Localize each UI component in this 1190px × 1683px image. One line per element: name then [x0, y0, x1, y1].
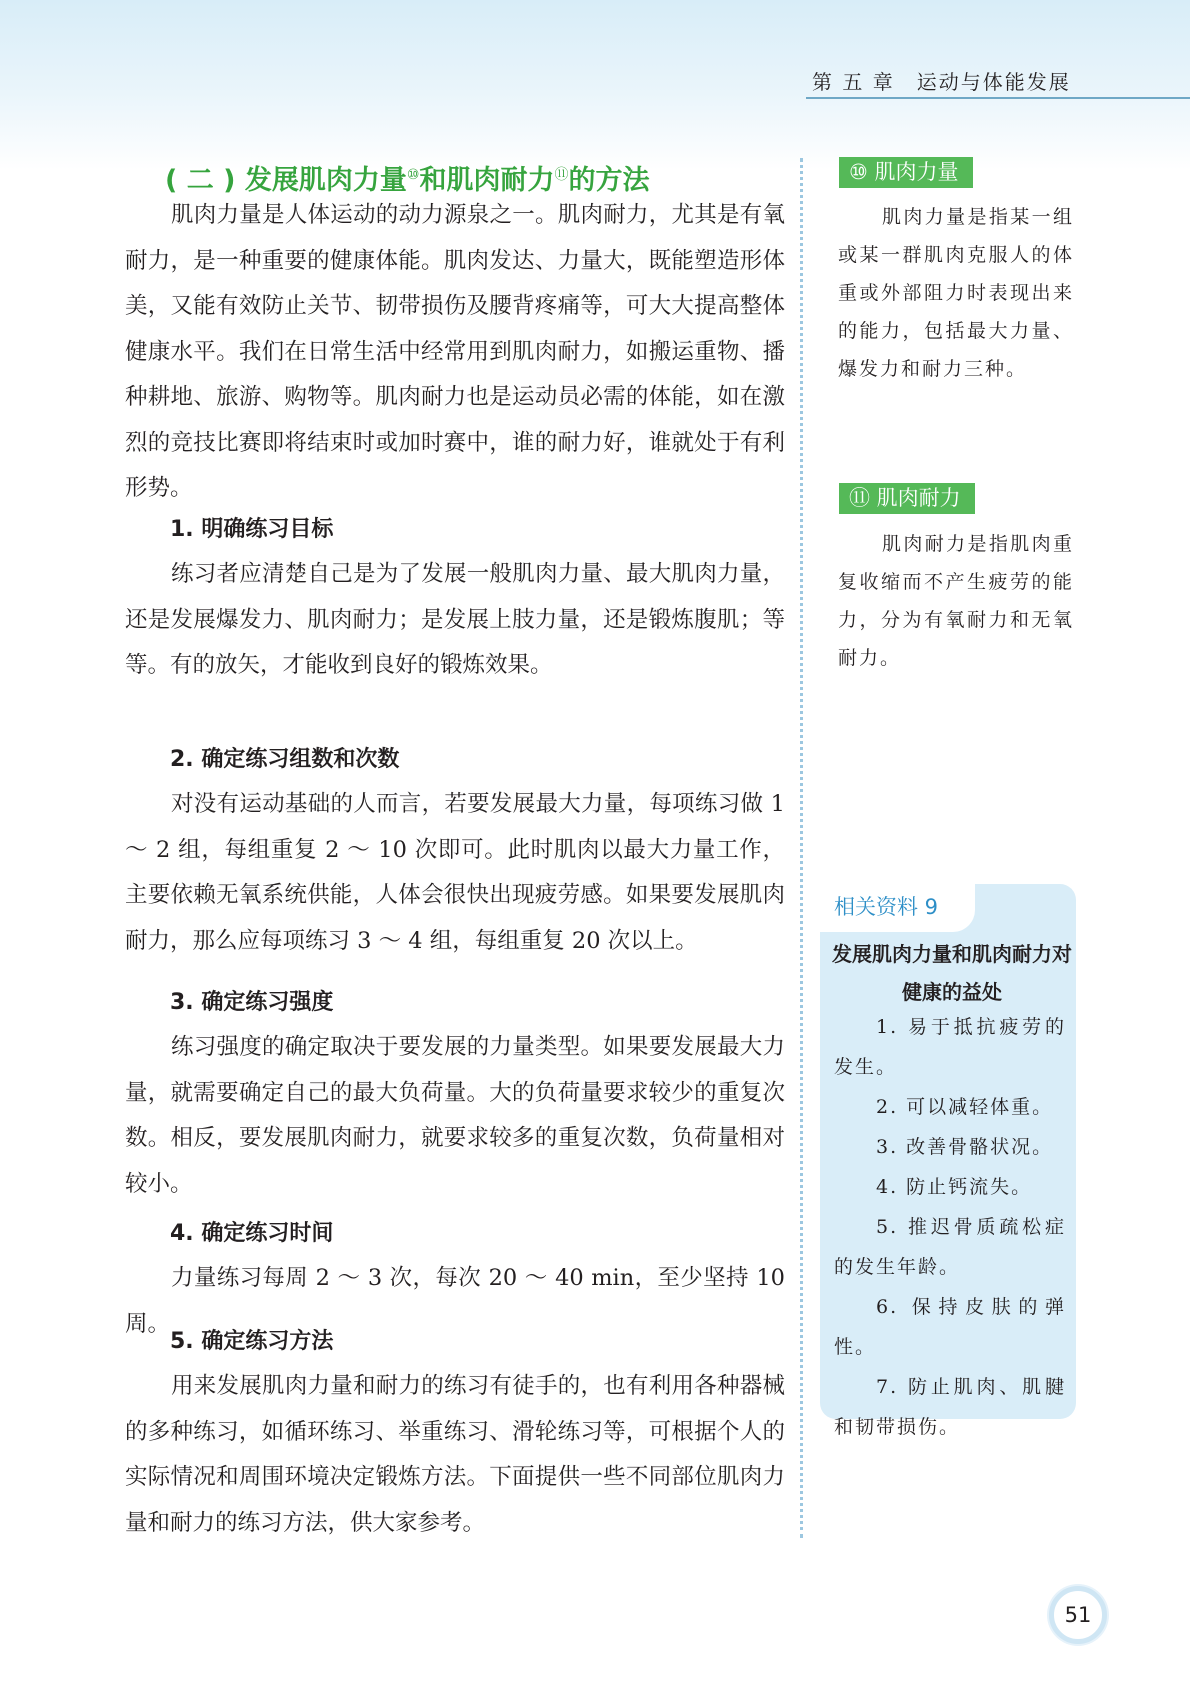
section-title-part-3: 的方法: [568, 165, 650, 196]
subsection-title: 5. 确定练习方法: [170, 1329, 334, 1354]
list-item: 2. 可以减轻体重。: [876, 1096, 1054, 1118]
subsection-title: 4. 确定练习时间: [170, 1221, 334, 1246]
note-label-muscle-strength: ⑩ 肌肉力量: [839, 157, 973, 188]
column-divider: [800, 158, 803, 1538]
footnote-ref-11[interactable]: ⑪: [554, 167, 569, 183]
note-label-muscle-endurance: ⑪ 肌肉耐力: [839, 483, 975, 514]
page-number: 51: [1049, 1586, 1107, 1644]
list-item: 3. 改善骨骼状况。: [876, 1136, 1054, 1158]
note-text-muscle-strength: 肌肉力量是指某一组或某一群肌肉克服人的体重或外部阻力时表现出来的能力，包括最大力量、爆发力和耐力三种。: [838, 206, 1074, 380]
related-material-title: 发展肌肉力量和肌肉耐力对健康的益处: [832, 942, 1072, 1004]
chapter-title: 第 五 章 运动与体能发展: [812, 70, 1071, 94]
section-title-part-2: 和肌肉耐力: [419, 165, 555, 196]
subsection-title: 3. 确定练习强度: [170, 990, 334, 1015]
intro-paragraph: 肌肉力量是人体运动的动力源泉之一。肌肉耐力，尤其是有氧耐力，是一种重要的健康体能。肌肉发达、力量大，既能塑造形体美，又能有效防止关节、韧带损伤及腰背疼痛等，可大大提高整体健康水平。我们在日常生活中经常用到肌肉耐力，如搬运重物、播种耕地、旅游、购物等。肌肉耐力也是运动员必需的体能，如在激烈的竞技比赛即将结束时或加时赛中，谁的耐力好，谁就处于有利形势。: [125, 202, 785, 501]
related-material-label: 相关资料 9: [834, 895, 939, 919]
subsection-text: 练习强度的确定取决于要发展的力量类型。如果要发展最大力量，就需要确定自己的最大负荷量。大的负荷量要求较少的重复次数。相反，要发展肌肉耐力，就要求较多的重复次数，负荷量相对较小。: [125, 1034, 785, 1197]
subsection-title: 1. 明确练习目标: [170, 517, 334, 542]
list-item: 4. 防止钙流失。: [876, 1176, 1033, 1198]
related-material-list: [834, 1007, 1066, 1447]
subsection-text: 用来发展肌肉力量和耐力的练习有徒手的，也有利用各种器械的多种练习，如循环练习、举重练习、滑轮练习等，可根据个人的实际情况和周围环境决定锻炼方法。下面提供一些不同部位肌肉力量和耐力的练习方法，供大家参考。: [125, 1373, 785, 1536]
header-rule: [806, 97, 1190, 99]
subsection-text: 练习者应清楚自己是为了发展一般肌肉力量、最大肌肉力量，还是发展爆发力、肌肉耐力；是发展上肢力量，还是锻炼腹肌；等等。有的放矢，才能收到良好的锻炼效果。: [125, 561, 785, 678]
subsection-text: 力量练习每周 2 ～ 3 次，每次 20 ～ 40 min，至少坚持 10 周。: [125, 1265, 785, 1337]
section-title: [165, 158, 649, 197]
subsection-title: 2. 确定练习组数和次数: [170, 747, 400, 772]
note-text-muscle-endurance: 肌肉耐力是指肌肉重复收缩而不产生疲劳的能力，分为有氧耐力和无氧耐力。: [838, 533, 1074, 669]
list-item: 6. 保持皮肤的弹性。: [834, 1296, 1066, 1358]
footnote-ref-10[interactable]: ⑩: [406, 167, 420, 183]
list-item: 1. 易于抵抗疲劳的发生。: [834, 1016, 1066, 1078]
list-item: 7. 防止肌肉、肌腱和韧带损伤。: [834, 1376, 1066, 1438]
section-title-part-1: ( 二 ) 发展肌肉力量: [165, 165, 407, 196]
list-item: 5. 推迟骨质疏松症的发生年龄。: [834, 1216, 1066, 1278]
subsection-text: 对没有运动基础的人而言，若要发展最大力量，每项练习做 1 ～ 2 组，每组重复 2 ～ 10 次即可。此时肌肉以最大力量工作，主要依赖无氧系统供能，人体会很快出现疲劳感。如果要发展肌肉耐力，那么应每项练习 3 ～ 4 组，每组重复 20 次以上。: [125, 791, 785, 954]
